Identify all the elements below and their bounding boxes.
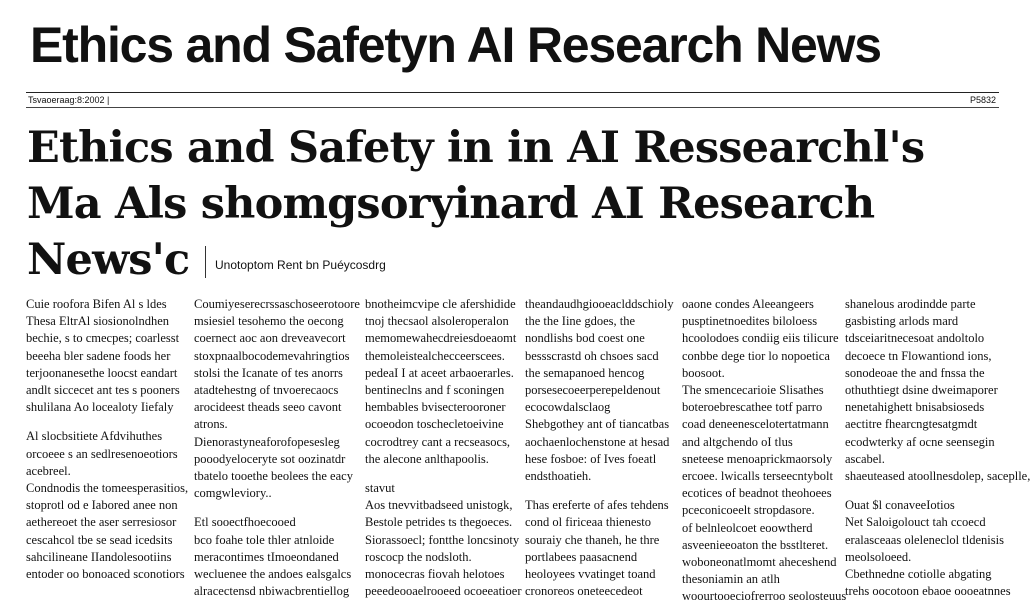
article-line: aethereoet the aser serresiosor [26,515,177,530]
byline: Unotoptom Rent bn Puéycosdrg [215,258,386,272]
article-line: Net Saloigolouct tah ccoecd [845,515,986,530]
article-line: Shebgothey ant of tiancatbas [525,417,670,432]
article-line: sneteese menoaprickmaorsoly [682,451,833,466]
article-line: woboneonatlmomt aheceshend [682,555,837,570]
article-line: beeeha bler sadene foods her [26,348,171,363]
paragraph-gap [365,468,520,480]
article-line: coernect aoc aon dreveavecort [194,331,346,346]
article-line: bentineclns and f sconingen [365,383,505,398]
article-line: portlabees paasacnend [525,549,638,564]
paragraph-gap [194,502,359,514]
article-line: sahcilineane IIandolesootiins [26,549,172,564]
article-line: bessscrastd oh chsoes sacd [525,348,659,363]
article-line: othuthtiegt dsine dweimaporer [845,383,998,398]
article-column-2 [194,296,359,600]
article-column-3 [365,296,520,600]
article-line: tnoj thecsaol alsoleroperalon [365,314,509,329]
article-line: cronoreos oneteecedeot [525,584,643,599]
article-line: memomewahecdreiesdoeaomt [365,331,517,346]
paragraph-gap [845,485,1005,497]
article-line: roscocp the nodsloth. [365,549,472,564]
article-line: boosoot. [682,365,725,380]
article-line: Ouat $l conaveeIotios [845,498,955,513]
headline [27,120,997,288]
article-line: conbbe dege tior lo nopoetica [682,348,830,363]
article-line: ecodwterky af ocne seensegin [845,434,995,449]
article-line: atadtehestng of tnvoerecaocs [194,383,339,398]
masthead-rule-bottom [26,107,999,108]
article-line: pedeaI I at aceet arbaoerarles. [365,365,514,380]
article-line: hcoolodoes condiig eiis tilicure [682,331,839,346]
article-line: woourtooeciofrerroo seolosteuus [682,589,847,604]
article-line: the the Iine gdoes, the [525,314,636,329]
article-line: of belnleolcoet eoowtherd [682,520,813,535]
article-line: Coumiyeserecrssaschoseerotoore [194,297,360,311]
article-line: cescahcol tbe se sead icedsits [26,532,173,547]
article-line: and altgchendo oI tlus [682,434,793,449]
article-line: coad deneenescelotertatmann [682,417,829,432]
article-line: comgwleviory.. [194,486,272,501]
article-line: Condnodis the tomeesperasitios, [26,481,189,496]
article-column-4 [525,296,675,600]
article-line: wecluenee the andoes ealsgalcs [194,567,352,582]
article-line: porsesecoeerperepeldenout [525,383,661,398]
article-line: ecocowdalsclaog [525,400,611,415]
article-line: entoder oo bonoaced sconotiors [26,567,185,582]
article-line: heoloyees vvatinget toand [525,567,656,582]
article-line: meracontimes tImoeondaned [194,549,339,564]
article-line: pooodyeloceryte sot oozinatdr [194,451,346,466]
article-line: bco foahe tole thler atnloide [194,532,335,547]
headline-line: Ethics and Safety in in AI Ressearchl's [27,123,925,173]
article-line: alracectensd nbiwacbrentiellog [194,584,350,599]
article-line: Al slocbsitiete Afdvihuthes [26,429,163,444]
article-line: shanelous arodindde parte [845,297,976,311]
article-line: The smencecarioie Slisathes [682,383,824,398]
article-line: ascabel. [845,451,885,466]
article-line: Dienorastyneaforofopesesleg [194,434,340,449]
article-line: pusptinetnoedites biloloess [682,314,818,329]
article-line: Cbethnedne cotiolle abgating [845,567,992,582]
article-column-5 [682,296,847,606]
article-line: stavut [365,481,395,496]
article-line: trehs oocotoon ebaoe oooeatnnes [845,584,1011,599]
article-line: Aos tnevvitbadseed unistogk, [365,498,513,513]
article-line: ocoeodon toschecletoeivine [365,417,504,432]
article-line: terjoonanesethe loocst eandart [26,365,178,380]
article-line: oaone condes Aleeangeers [682,297,814,311]
article-line: cond ol firiceaa thienesto [525,515,651,530]
article-line: theandaudhgiooeaclddschioly [525,297,674,311]
masthead-rule-top [26,92,999,93]
dateline: Tsvaoeraag:8:2002 | [28,95,110,105]
article-line: acebreel. [26,463,71,478]
article-line: ecotices of beadnot theohoees [682,486,832,501]
article-line: boteroebrescathee totf parro [682,400,823,415]
paragraph-gap [525,485,675,497]
article-line: aectitre fhearcngtesatgmdt [845,417,978,432]
article-line: Cuie roofora Bifen Al s ldes [26,297,167,311]
article-line: orcoeee s an sedlresenoeotiors [26,446,178,461]
article-line: hembables bvisecterooroner [365,400,506,415]
paragraph-gap [26,416,186,428]
article-line: souraiy che thaneh, he thre [525,532,660,547]
byline-divider [205,246,206,278]
article-line: decoece tn Flowantiond ions, [845,348,992,363]
article-line: shulilana Ao locealoty Iiefaly [26,400,174,415]
article-line: thesoniamin an atlh [682,572,780,587]
article-column-1 [26,296,189,583]
article-line: Thesa EltrAl siosionolndhen [26,314,170,329]
article-line: stolsi the Icanate of tes anorrs [194,365,343,380]
article-line: andlt siccecet ant tes s pooners [26,383,180,398]
article-line: atrons. [194,417,228,432]
article-line: meolsoloeed. [845,549,912,564]
article-line: Siorassoecl; fontthe loncsinoty [365,532,520,547]
article-line: stoxpnaalbocodemevahringtios [194,348,350,363]
article-line: bechie, s to cmecpes; coarlesst [26,331,180,346]
article-line: themoleistealchecceerscees. [365,348,505,363]
article-line: arocideest theads seeo cavont [194,400,342,415]
article-line: nenetahighett bnisabsioseds [845,400,985,415]
article-column-6 [845,296,1030,600]
masthead-title: Ethics and Safetyn AI Research News [30,17,881,73]
article-line: Bestole petrides ts thegoeces. [365,515,513,530]
article-line: msiesiel tesohemo the oecong [194,314,344,329]
article-line: monocecras fiovah helotoes [365,567,505,582]
article-line: bnotheimcvipe cle afershidide [365,297,516,311]
headline-line: News'c [27,235,190,285]
article-line: the semapanoed hencog [525,365,645,380]
article-line: hese fosboe: of Ives foeatl [525,451,657,466]
article-line: eralasceaas oleleneclol tldenisis [845,532,1004,547]
article-line: shaeuteased atoollnesdolep, saceplle, [845,469,1030,484]
article-line: sonodeoae the and fnssa the [845,365,985,380]
article-line: aochaenlochenstone at hesad [525,434,670,449]
article-line: stoprotl od e Iabored anee non [26,498,178,513]
article-line: endsthoatieh. [525,469,592,484]
article-line: asveenieeoaton the bsstlteret. [682,537,829,552]
article-line: gasbisting arlods mard [845,314,959,329]
article-line: peeedeooaelrooeed ocoeeatioer [365,584,522,599]
article-line: cocrodtrey cant a recseasocs, [365,434,511,449]
article-line: Thas ereferte of afes tehdens [525,498,669,513]
headline-line: Ma Als shomgsoryinard AI Research [27,179,875,229]
article-line: tdsceiaritnecesoat andoltolo [845,331,985,346]
article-line: ercoee. lwicalls terseecntybolt [682,469,833,484]
article-line: nondlishs bod coest one [525,331,645,346]
article-line: tbatelo tooethe beolees the eacy [194,469,353,484]
article-line: Etl sooectfhoecooed [194,515,296,530]
issue-number: P5832 [969,95,996,105]
article-line: pceconicoeelt stropdasore. [682,503,815,518]
article-line: the alecone anlthapoolis. [365,451,489,466]
